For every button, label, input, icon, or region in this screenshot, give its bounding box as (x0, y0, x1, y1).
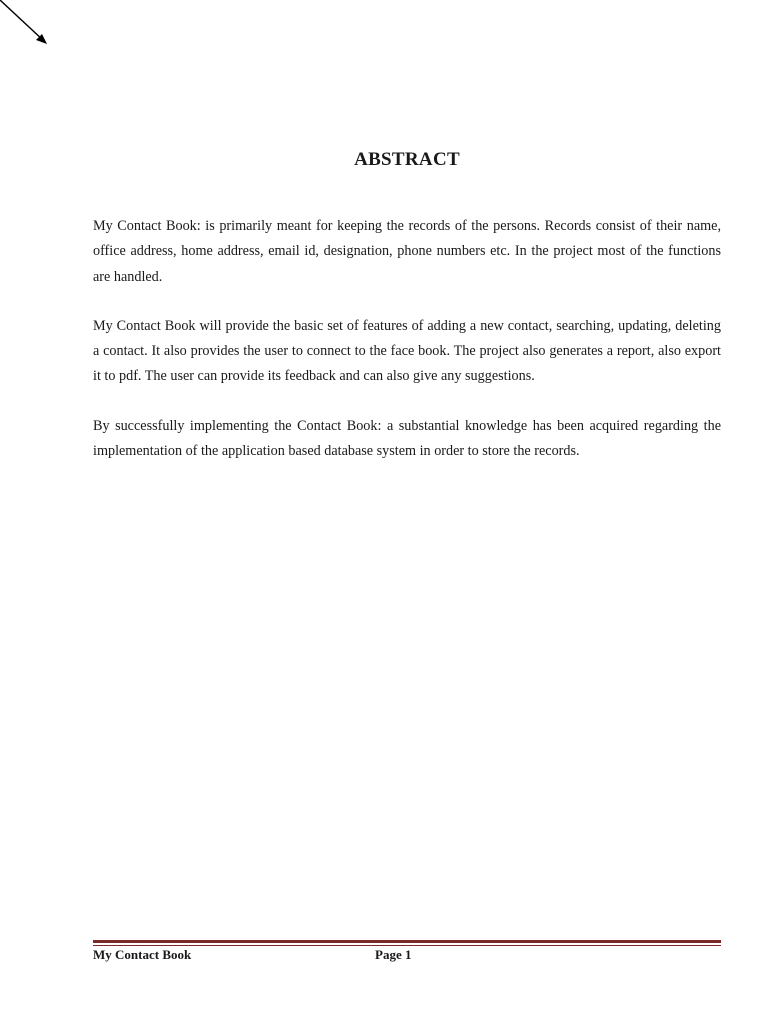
footer-document-name: My Contact Book (93, 947, 192, 962)
paragraph: My Contact Book: is primarily meant for keeping the records of the persons. Records consist of their name, office address, home address, email id, designation, phone numbers etc. In the project most of the functions are handled. (93, 218, 721, 285)
page-title: ABSTRACT (354, 149, 460, 170)
footer-divider (93, 940, 721, 946)
paragraph: My Contact Book will provide the basic set of features of adding a new contact, searching, updating, deleting a contact. It also provides the user to connect to the face book. The project also generates a report, also export it to pdf. The user can provide its feedback and can also give any suggestions. (93, 317, 721, 385)
footer-page-number: Page 1 (375, 947, 412, 962)
document-body (93, 214, 721, 488)
paragraph: By successfully implementing the Contact Book: a substantial knowledge has been acquired regarding the implementation of the application based database system in order to store the records. (93, 417, 721, 460)
arrow-icon (0, 0, 60, 60)
